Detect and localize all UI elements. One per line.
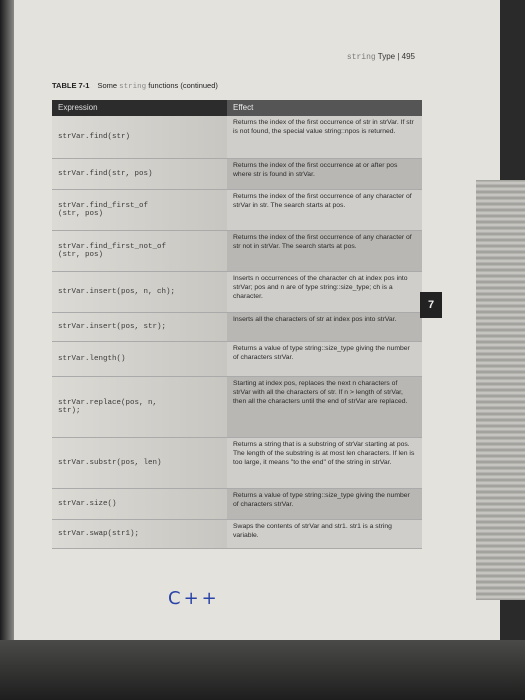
- header-effect: Effect: [227, 100, 422, 116]
- expression-cell: strVar.find_first_not_of (str, pos): [52, 231, 227, 271]
- chapter-tab: 7: [420, 292, 442, 318]
- effect-cell: Returns a string that is a substring of strVar starting at pos. The length of the substring is at most len characters. If len is too large, it means "to the end" of the string in strVar.: [227, 438, 422, 488]
- handwritten-note: C++: [168, 588, 220, 609]
- effect-cell: Returns a value of type string::size_type giving the number of characters strVar.: [227, 342, 422, 376]
- page-edges: [476, 180, 525, 600]
- effect-cell: Inserts all the characters of str at index pos into strVar.: [227, 313, 422, 341]
- expression-cell: strVar.insert(pos, n, ch);: [52, 272, 227, 312]
- table-title-text-before: Some: [97, 81, 118, 90]
- table-row: [52, 116, 422, 159]
- table-row: [52, 342, 422, 377]
- header-expression: Expression: [52, 100, 227, 116]
- table-title-text-after: functions (continued): [148, 81, 218, 90]
- table-row: [52, 231, 422, 272]
- effect-cell: Returns the index of the first occurrence of str in strVar. If str is not found, the special value string::npos is returned.: [227, 116, 422, 158]
- table-row: [52, 190, 422, 231]
- table-number: TABLE 7-1: [52, 81, 90, 90]
- expression-cell: strVar.find(str, pos): [52, 159, 227, 189]
- table-row: [52, 377, 422, 438]
- effect-cell: Returns the index of the first occurrence of any character of strVar in str. The search starts at pos.: [227, 190, 422, 230]
- table-row: [52, 272, 422, 313]
- effect-cell: Returns the index of the first occurrence of any character of str not in strVar. The search starts at pos.: [227, 231, 422, 271]
- table-title: [52, 81, 218, 91]
- table-title-mono: string: [119, 83, 147, 91]
- running-head-separator: |: [397, 52, 400, 61]
- table-row: [52, 438, 422, 489]
- table-row: [52, 520, 422, 549]
- expression-cell: strVar.size(): [52, 489, 227, 519]
- table-row: [52, 159, 422, 190]
- dark-background: [0, 640, 525, 700]
- running-head-type-word: string: [346, 53, 376, 62]
- expression-cell: strVar.insert(pos, str);: [52, 313, 227, 341]
- expression-cell: strVar.swap(str1);: [52, 520, 227, 548]
- page-number: 495: [401, 52, 415, 61]
- effect-cell: Starting at index pos, replaces the next n characters of strVar with all the characters of str. If n > length of strVar, then all the characters until the end of strVar are replaced.: [227, 377, 422, 437]
- page-shadow: [0, 0, 14, 700]
- expression-cell: strVar.find(str): [52, 116, 227, 158]
- expression-cell: strVar.find_first_of (str, pos): [52, 190, 227, 230]
- effect-cell: Swaps the contents of strVar and str1. str1 is a string variable.: [227, 520, 422, 548]
- table-row: [52, 313, 422, 342]
- effect-cell: Inserts n occurrences of the character ch at index pos into strVar; pos and n are of type string::size_type; ch is a character.: [227, 272, 422, 312]
- expression-cell: strVar.replace(pos, n, str);: [52, 377, 227, 437]
- effect-cell: Returns the index of the first occurrence at or after pos where str is found in strVar.: [227, 159, 422, 189]
- running-head: [347, 52, 415, 62]
- expression-cell: strVar.substr(pos, len): [52, 438, 227, 488]
- table-row: [52, 489, 422, 520]
- expression-cell: strVar.length(): [52, 342, 227, 376]
- running-head-section: Type: [377, 52, 396, 61]
- string-functions-table: [52, 100, 422, 549]
- table-header: [52, 100, 422, 116]
- effect-cell: Returns a value of type string::size_type giving the number of characters strVar.: [227, 489, 422, 519]
